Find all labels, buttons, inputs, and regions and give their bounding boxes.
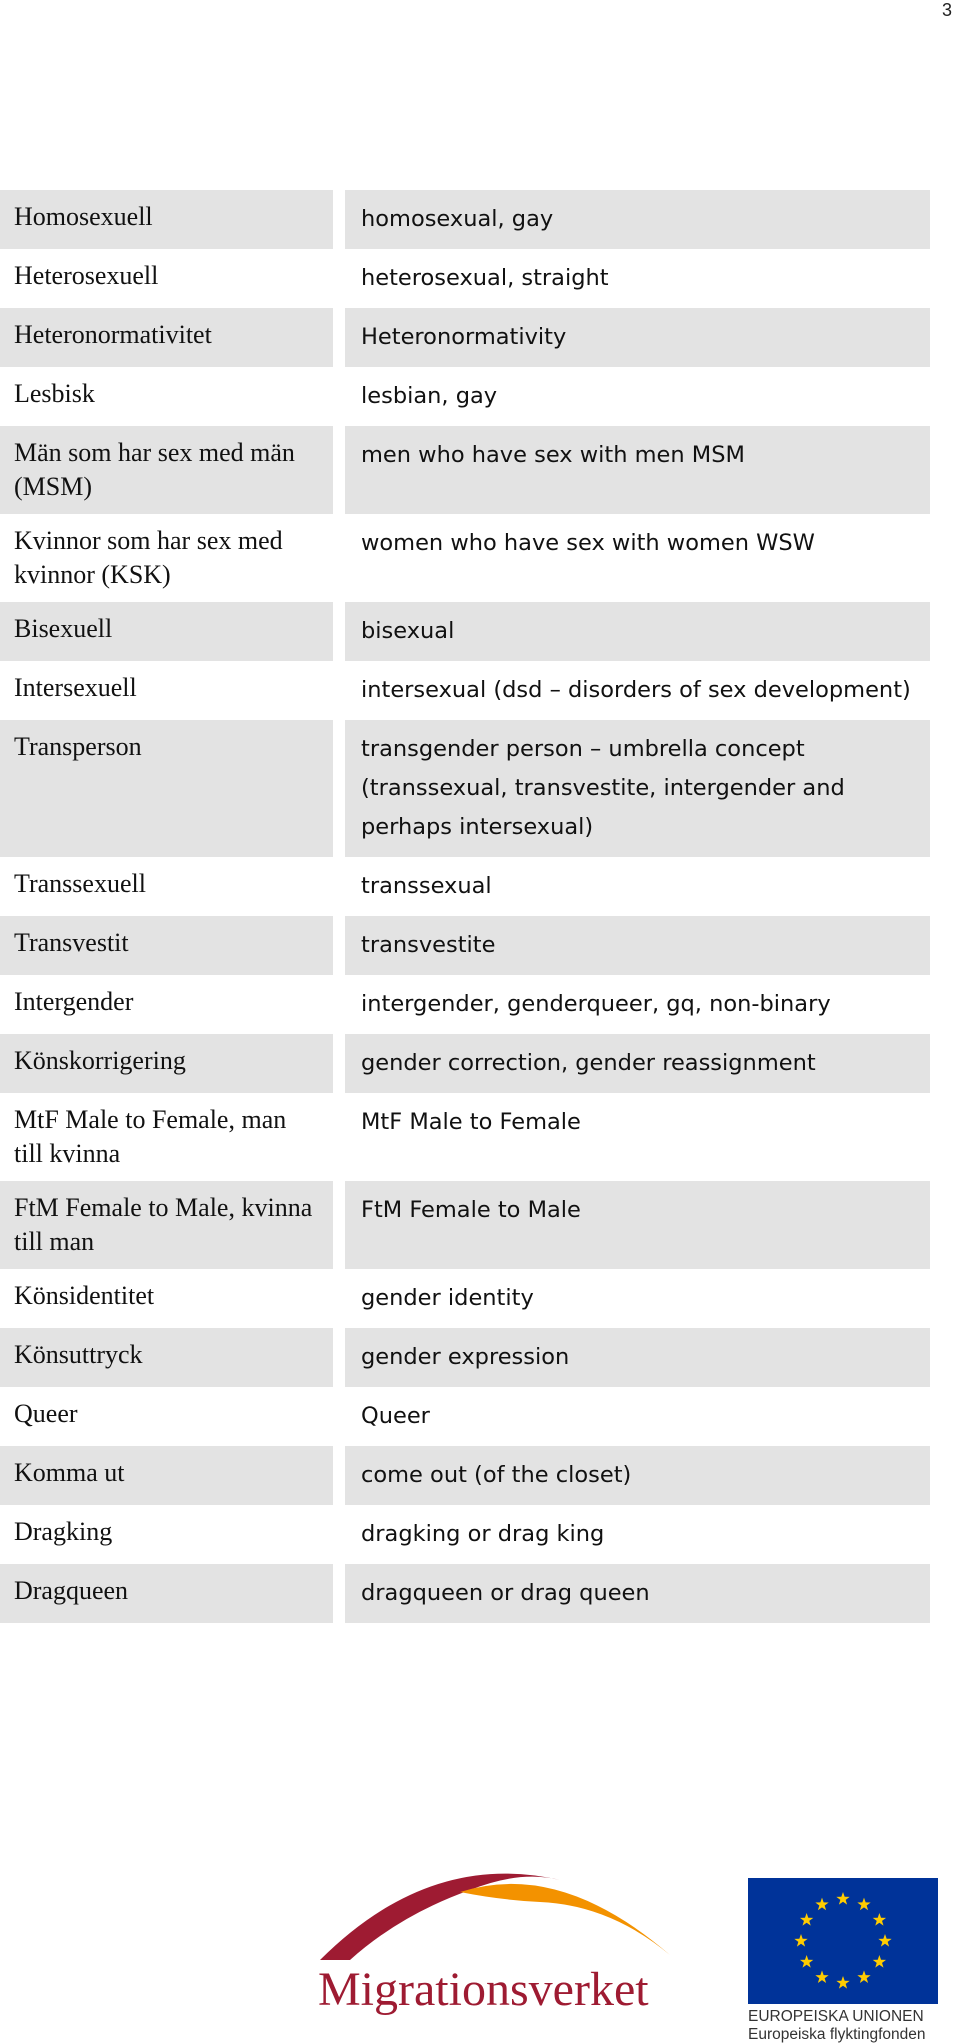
table-row <box>0 1181 930 1269</box>
english-term: Heteronormativity <box>345 308 930 367</box>
table-row <box>0 249 930 308</box>
swedish-term: Transperson <box>0 720 333 857</box>
swedish-term: FtM Female to Male, kvinna till man <box>0 1181 333 1269</box>
english-term: MtF Male to Female <box>361 1109 581 1135</box>
table-row <box>0 916 930 975</box>
swedish-term: Heterosexuell <box>14 261 159 290</box>
swedish-term: Lesbisk <box>14 379 95 408</box>
table-row <box>0 1034 930 1093</box>
swedish-term: Kvinnor som har sex med kvinnor (KSK) <box>14 526 283 589</box>
swedish-term: Bisexuell <box>0 602 333 661</box>
english-term: dragqueen or drag queen <box>345 1564 930 1623</box>
table-row <box>0 367 930 426</box>
table-row <box>0 1269 930 1328</box>
english-term: bisexual <box>345 602 930 661</box>
table-row <box>0 975 930 1034</box>
swedish-term: Könsidentitet <box>14 1281 155 1310</box>
swedish-term: Komma ut <box>0 1446 333 1505</box>
english-term: men who have sex with men MSM <box>345 426 930 514</box>
table-row <box>0 661 930 720</box>
english-term: transgender person – umbrella concept (transsexual, transvestite, intergender and perhaps intersexual) <box>345 720 930 857</box>
page-number: 3 <box>941 0 952 20</box>
swedish-term: Intersexuell <box>14 673 137 702</box>
migrationsverket-wordmark: Migrationsverket <box>318 1963 649 2016</box>
english-term: gender correction, gender reassignment <box>345 1034 930 1093</box>
table-row <box>0 1505 930 1564</box>
english-term: gender identity <box>361 1285 534 1311</box>
swedish-term: MtF Male to Female, man till kvinna <box>14 1105 287 1168</box>
swedish-term: Dragqueen <box>0 1564 333 1623</box>
table-row <box>0 1328 930 1387</box>
eu-flag-icon <box>748 1878 938 2004</box>
english-term: intersexual (dsd – disorders of sex development) <box>361 677 911 703</box>
eu-union-label: EUROPEISKA UNIONEN <box>748 2008 924 2025</box>
migrationsverket-arc-icon <box>310 1860 690 1970</box>
english-term: intergender, genderqueer, gq, non-binary <box>361 991 831 1017</box>
table-row <box>0 602 930 661</box>
swedish-term: Dragking <box>14 1517 113 1546</box>
table-row <box>0 514 930 602</box>
table-row <box>0 426 930 514</box>
eu-logo <box>748 1878 938 2043</box>
english-term: women who have sex with women WSW <box>361 530 815 556</box>
table-row <box>0 190 930 249</box>
english-term: heterosexual, straight <box>361 265 609 291</box>
english-term: FtM Female to Male <box>345 1181 930 1269</box>
table-row <box>0 1093 930 1181</box>
swedish-term: Könsuttryck <box>0 1328 333 1387</box>
swedish-term: Intergender <box>14 987 134 1016</box>
swedish-term: Män som har sex med män (MSM) <box>0 426 333 514</box>
english-term: dragking or drag king <box>361 1521 605 1547</box>
english-term: come out (of the closet) <box>345 1446 930 1505</box>
swedish-term: Queer <box>14 1399 78 1428</box>
table-row <box>0 1564 930 1623</box>
swedish-term: Homosexuell <box>0 190 333 249</box>
table-row <box>0 720 930 857</box>
swedish-term: Transvestit <box>0 916 333 975</box>
table-row <box>0 308 930 367</box>
english-term: transsexual <box>361 873 492 899</box>
swedish-term: Transsexuell <box>14 869 146 898</box>
eu-fund-label: Europeiska flyktingfonden <box>748 2026 926 2043</box>
english-term: gender expression <box>345 1328 930 1387</box>
swedish-term: Heteronormativitet <box>0 308 333 367</box>
table-row <box>0 1387 930 1446</box>
english-term: transvestite <box>345 916 930 975</box>
table-row <box>0 857 930 916</box>
swedish-term: Könskorrigering <box>0 1034 333 1093</box>
english-term: homosexual, gay <box>345 190 930 249</box>
table-row <box>0 1446 930 1505</box>
glossary-table <box>0 190 930 1623</box>
english-term: Queer <box>361 1403 430 1429</box>
footer <box>0 1860 960 2043</box>
english-term: lesbian, gay <box>361 383 498 409</box>
